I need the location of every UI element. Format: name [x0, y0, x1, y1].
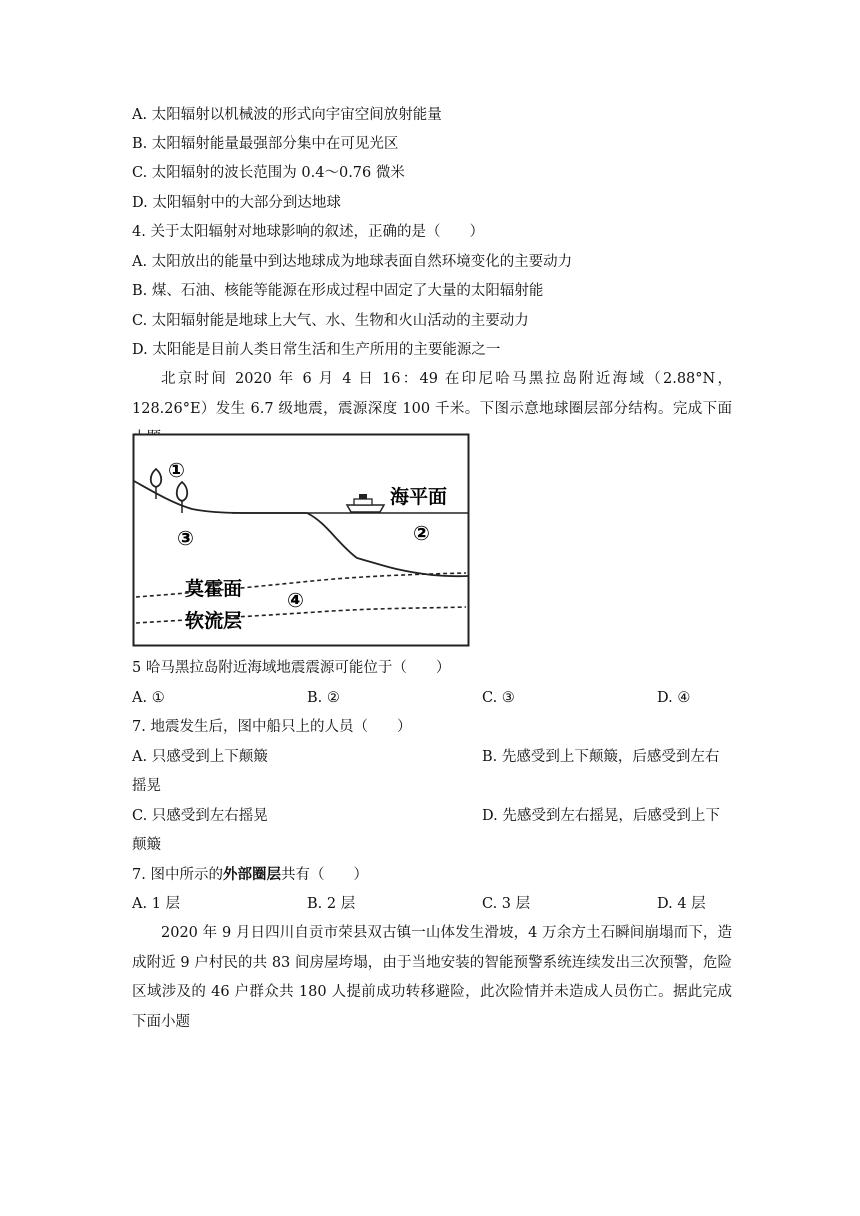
q5-option-c: C. ③: [482, 690, 515, 706]
q4-stem: 4. 关于太阳辐射对地球影响的叙述，正确的是（ ）: [132, 224, 484, 240]
passage-landslide: 2020 年 9 月日四川自贡市荣县双古镇一山体发生滑坡，4 万余方土石瞬间崩塌而下，造成附近 9 户村民的共 83 间房屋垮塌，由于当地安装的智能预警系统连续发出三次预警，危险区域涉及的 46 户群众共 180 人提前成功转移避险，此次险情并未造成人员伤亡。据此完成下面小题: [132, 925, 732, 1030]
moho-label: 莫霍面: [185, 578, 243, 600]
q3-option-c: C. 太阳辐射的波长范围为 0.4～0.76 微米: [132, 165, 405, 181]
q5-option-b: B. ②: [307, 690, 340, 706]
q7b-option-b: B. 2 层: [307, 896, 356, 912]
q7a-option-b-line1: B. 先感受到上下颠簸，后感受到左右: [482, 749, 720, 765]
q7a-option-a: A. 只感受到上下颠簸: [132, 749, 268, 765]
label-3: ③: [177, 526, 194, 550]
q7a-option-c: C. 只感受到左右摇晃: [132, 808, 268, 824]
sea-level-label: 海平面: [390, 486, 448, 508]
label-1: ①: [168, 458, 185, 482]
q7b-option-a: A. 1 层: [132, 896, 181, 912]
q7a-option-d-line1: D. 先感受到左右摇晃，后感受到上下: [482, 808, 720, 824]
q7b-stem: [132, 865, 368, 885]
label-2: ②: [413, 521, 430, 545]
q7b-stem-suffix: 共有（ ）: [280, 867, 368, 883]
q7b-stem-bold: 外部圈层: [222, 866, 281, 883]
passage-earthquake: 北京时间 2020 年 6 月 4 日 16：49 在印尼哈马黑拉岛附近海域（2.88°N，128.26°E）发生 6.7 级地震，震源深度 100 千米。下图示意地球圈层部分结构。完成下面: [132, 371, 732, 417]
q7a-stem: 7. 地震发生后，图中船只上的人员（ ）: [132, 719, 412, 735]
q7b-option-c: C. 3 层: [482, 896, 531, 912]
q5-option-d: D. ④: [657, 690, 691, 706]
q4-option-a: A. 太阳放出的能量中到达地球成为地球表面自然环境变化的主要动力: [132, 254, 573, 270]
q7b-option-d: D. 4 层: [657, 896, 706, 912]
q3-option-b: B. 太阳辐射能量最强部分集中在可见光区: [132, 136, 399, 152]
q5-option-a: A. ①: [132, 690, 165, 706]
q4-option-b: B. 煤、石油、核能等能源在形成过程中固定了大量的太阳辐射能: [132, 283, 544, 299]
q3-option-a: A. 太阳辐射以机械波的形式向宇宙空间放射能量: [132, 107, 442, 123]
label-4: ④: [287, 588, 304, 612]
earth-layers-diagram: [132, 433, 470, 647]
q4-option-c: C. 太阳辐射能是地球上大气、水、生物和火山活动的主要动力: [132, 313, 529, 329]
q5-stem: 5 哈马黑拉岛附近海域地震震源可能位于（ ）: [132, 660, 451, 676]
q7a-option-d-line2: 颠簸: [132, 837, 161, 853]
q7a-option-b-line2: 摇晃: [132, 778, 161, 794]
q4-option-d: D. 太阳能是目前人类日常生活和生产所用的主要能源之一: [132, 342, 501, 358]
q3-option-d: D. 太阳辐射中的大部分到达地球: [132, 195, 341, 211]
q7b-stem-prefix: 7. 图中所示的: [132, 867, 223, 883]
asthenosphere-label: 软流层: [185, 610, 243, 632]
